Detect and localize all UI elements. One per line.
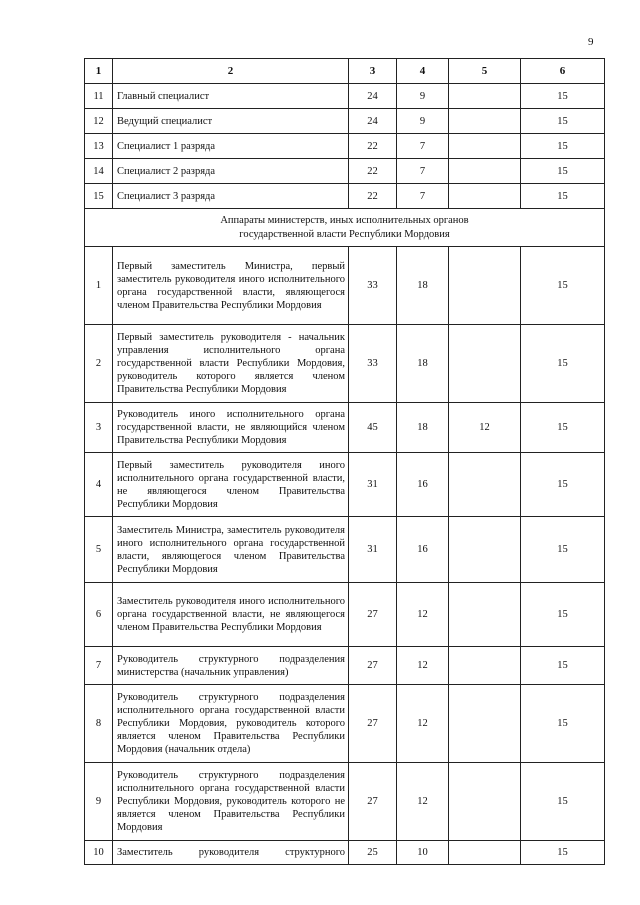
position-title: Заместитель Министра, заместитель руководителя иного исполнительного органа государственной власти, являющегося членом Правительства Республики Мордовия [113, 517, 349, 583]
value-col-3: 27 [349, 763, 397, 841]
value-col-3: 24 [349, 109, 397, 134]
row-number: 14 [85, 159, 113, 184]
position-title: Главный специалист [113, 84, 349, 109]
row-number: 13 [85, 134, 113, 159]
value-col-3: 33 [349, 325, 397, 403]
position-title: Заместитель руководителя иного исполнительного органа государственной власти, не являющегося членом Правительства Республики Мордовия [113, 583, 349, 647]
value-col-6: 15 [521, 517, 605, 583]
value-col-4: 7 [397, 184, 449, 209]
position-title: Руководитель структурного подразделения исполнительного органа государственной власти Республики Мордовия, руководитель которого является членом Правительства Республики Мордовия (начальник отдела) [113, 685, 349, 763]
table-row [85, 647, 605, 685]
table-row [85, 517, 605, 583]
value-col-5 [449, 109, 521, 134]
page-number: 9 [588, 36, 594, 48]
position-title: Заместитель руководителя структурного [113, 841, 349, 865]
value-col-5 [449, 84, 521, 109]
row-number: 4 [85, 453, 113, 517]
section-heading-line-1: Аппараты министерств, иных исполнительных органов [220, 214, 469, 226]
value-col-5 [449, 159, 521, 184]
value-col-5 [449, 685, 521, 763]
row-number: 3 [85, 403, 113, 453]
value-col-5 [449, 247, 521, 325]
value-col-5 [449, 647, 521, 685]
value-col-6: 15 [521, 184, 605, 209]
row-number: 6 [85, 583, 113, 647]
value-col-5: 12 [449, 403, 521, 453]
position-title: Руководитель иного исполнительного органа государственной власти, не являющийся членом Правительства Республики Мордовия [113, 403, 349, 453]
position-title: Руководитель структурного подразделения исполнительного органа государственной власти Республики Мордовия, руководитель которого не является членом Правительства Республики Мордовия [113, 763, 349, 841]
value-col-3: 45 [349, 403, 397, 453]
table-row [85, 453, 605, 517]
value-col-3: 25 [349, 841, 397, 865]
header-col-1: 1 [85, 59, 113, 84]
row-number: 1 [85, 247, 113, 325]
value-col-4: 12 [397, 685, 449, 763]
table-row [85, 109, 605, 134]
value-col-6: 15 [521, 134, 605, 159]
section-heading [85, 209, 605, 247]
table-row [85, 247, 605, 325]
table-row [85, 134, 605, 159]
value-col-6: 15 [521, 247, 605, 325]
section-heading-line-2: государственной власти Республики Мордовия [239, 228, 450, 240]
value-col-4: 10 [397, 841, 449, 865]
table-row [85, 763, 605, 841]
position-title: Первый заместитель руководителя иного исполнительного органа государственной власти, не являющегося членом Правительства Республики Мордовия [113, 453, 349, 517]
table-row [85, 403, 605, 453]
value-col-5 [449, 763, 521, 841]
table-row [85, 841, 605, 865]
value-col-5 [449, 184, 521, 209]
value-col-4: 16 [397, 517, 449, 583]
value-col-6: 15 [521, 583, 605, 647]
value-col-6: 15 [521, 647, 605, 685]
section-heading-row [85, 209, 605, 247]
value-col-3: 22 [349, 184, 397, 209]
value-col-4: 16 [397, 453, 449, 517]
row-number: 15 [85, 184, 113, 209]
header-col-5: 5 [449, 59, 521, 84]
value-col-6: 15 [521, 685, 605, 763]
value-col-3: 27 [349, 647, 397, 685]
position-title: Ведущий специалист [113, 109, 349, 134]
table-row [85, 84, 605, 109]
value-col-6: 15 [521, 763, 605, 841]
value-col-3: 31 [349, 453, 397, 517]
row-number: 5 [85, 517, 113, 583]
position-title: Первый заместитель руководителя - начальник управления исполнительного органа государственной власти Республики Мордовия, руководитель которого является членом Правительства Республики Мордовия [113, 325, 349, 403]
table-row [85, 583, 605, 647]
salary-table [84, 58, 605, 865]
header-col-4: 4 [397, 59, 449, 84]
row-number: 11 [85, 84, 113, 109]
row-number: 7 [85, 647, 113, 685]
value-col-5 [449, 453, 521, 517]
value-col-3: 27 [349, 583, 397, 647]
row-number: 10 [85, 841, 113, 865]
value-col-4: 9 [397, 84, 449, 109]
value-col-6: 15 [521, 453, 605, 517]
row-number: 8 [85, 685, 113, 763]
table-row [85, 685, 605, 763]
value-col-3: 33 [349, 247, 397, 325]
value-col-5 [449, 134, 521, 159]
table-row [85, 184, 605, 209]
row-number: 12 [85, 109, 113, 134]
value-col-5 [449, 517, 521, 583]
position-title: Специалист 3 разряда [113, 184, 349, 209]
value-col-3: 24 [349, 84, 397, 109]
row-number: 9 [85, 763, 113, 841]
value-col-3: 22 [349, 134, 397, 159]
position-title: Специалист 2 разряда [113, 159, 349, 184]
header-col-6: 6 [521, 59, 605, 84]
value-col-3: 31 [349, 517, 397, 583]
value-col-4: 9 [397, 109, 449, 134]
value-col-5 [449, 583, 521, 647]
position-title: Первый заместитель Министра, первый заместитель руководителя иного исполнительного органа государственной власти, являющегося членом Правительства Республики Мордовия [113, 247, 349, 325]
value-col-4: 18 [397, 403, 449, 453]
header-col-2: 2 [113, 59, 349, 84]
position-title: Руководитель структурного подразделения министерства (начальник управления) [113, 647, 349, 685]
value-col-4: 18 [397, 247, 449, 325]
value-col-4: 12 [397, 763, 449, 841]
table-header-row [85, 59, 605, 84]
value-col-6: 15 [521, 159, 605, 184]
value-col-6: 15 [521, 109, 605, 134]
value-col-6: 15 [521, 841, 605, 865]
value-col-6: 15 [521, 84, 605, 109]
value-col-6: 15 [521, 325, 605, 403]
table-row [85, 159, 605, 184]
value-col-4: 12 [397, 583, 449, 647]
header-col-3: 3 [349, 59, 397, 84]
value-col-4: 18 [397, 325, 449, 403]
value-col-5 [449, 325, 521, 403]
value-col-6: 15 [521, 403, 605, 453]
position-title: Специалист 1 разряда [113, 134, 349, 159]
table-row [85, 325, 605, 403]
row-number: 2 [85, 325, 113, 403]
value-col-4: 7 [397, 159, 449, 184]
value-col-3: 27 [349, 685, 397, 763]
value-col-4: 7 [397, 134, 449, 159]
value-col-3: 22 [349, 159, 397, 184]
value-col-4: 12 [397, 647, 449, 685]
value-col-5 [449, 841, 521, 865]
